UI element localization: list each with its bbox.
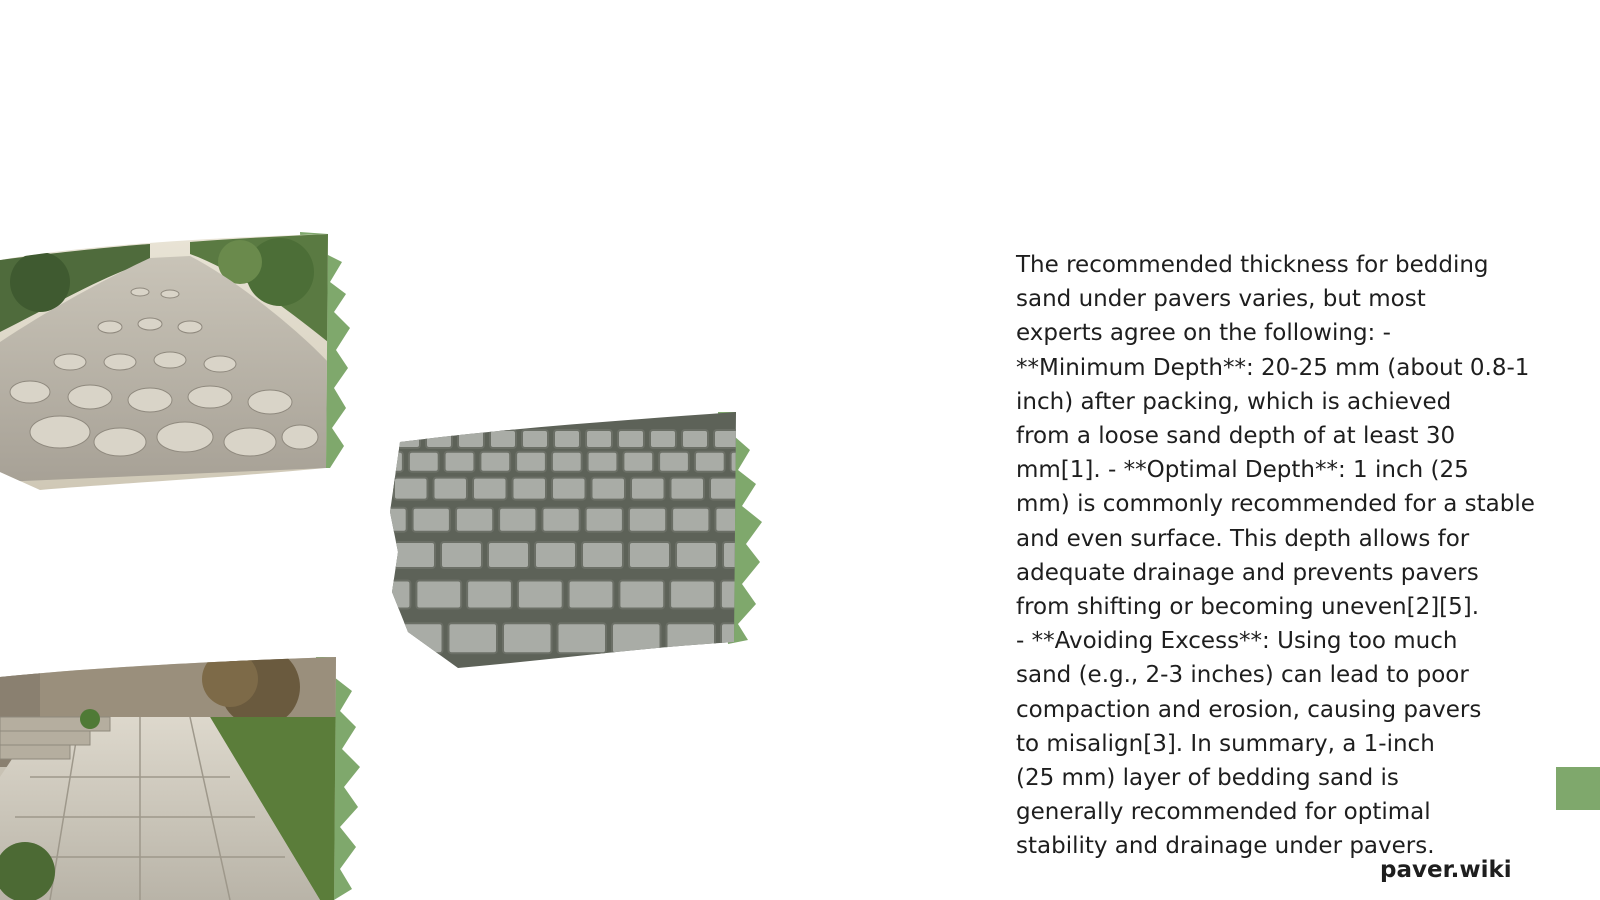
article-line: stability and drainage under pavers. <box>1016 833 1435 860</box>
article-body <box>1016 248 1568 864</box>
article-line: The recommended thickness for bedding <box>1016 252 1489 278</box>
article-line: mm[1]. - **Optimal Depth**: 1 inch (25 <box>1016 457 1469 484</box>
article-line: **Minimum Depth**: 20-25 mm (about 0.8-1 <box>1016 354 1530 381</box>
article-line: generally recommended for optimal <box>1016 799 1431 826</box>
article-line: and even surface. This depth allows for <box>1016 525 1470 552</box>
article-line: adequate drainage and prevents pavers <box>1016 559 1479 586</box>
article-line: sand (e.g., 2-3 inches) can lead to poor <box>1016 662 1469 689</box>
article-line: from a loose sand depth of at least 30 <box>1016 423 1456 450</box>
square-pavers-photo <box>388 412 768 677</box>
cobblestone-path-photo <box>0 232 350 492</box>
article-line: to misalign[3]. In summary, a 1-inch <box>1016 730 1435 757</box>
article-line: - **Avoiding Excess**: Using too much <box>1016 628 1458 655</box>
courtyard-patio-photo <box>0 657 362 900</box>
article-line: from shifting or becoming uneven[2][5]. <box>1016 594 1480 621</box>
accent-block <box>1556 767 1600 810</box>
article-line: experts agree on the following: - <box>1016 320 1391 347</box>
article-line: sand under pavers varies, but most <box>1016 286 1426 313</box>
article-line: mm) is commonly recommended for a stable <box>1016 491 1535 518</box>
article-line: (25 mm) layer of bedding sand is <box>1016 765 1399 792</box>
site-brand-label: paver.wiki <box>1380 857 1512 883</box>
article-line: inch) after packing, which is achieved <box>1016 388 1452 415</box>
article-line: compaction and erosion, causing pavers <box>1016 696 1482 723</box>
